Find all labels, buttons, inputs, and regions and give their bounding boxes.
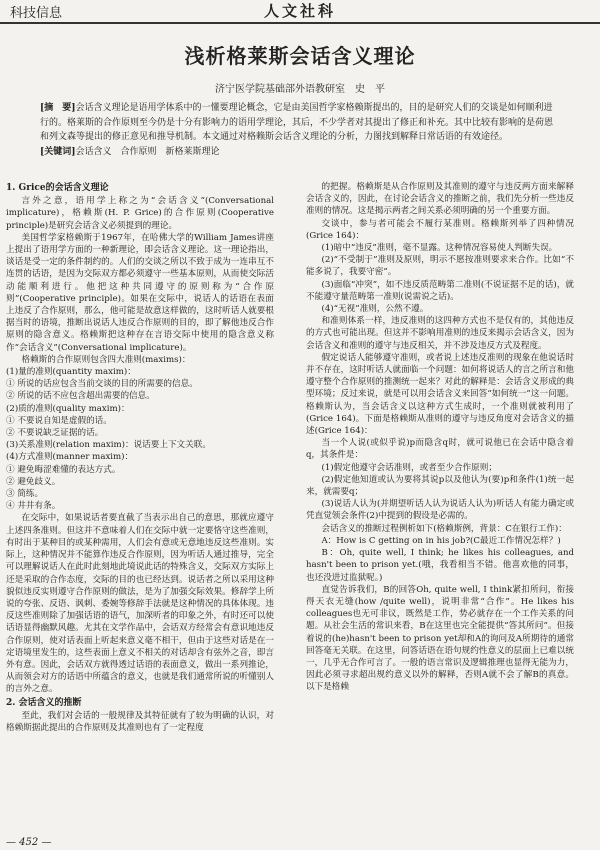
paragraph: 交谈中，参与者可能会不履行某准则。格赖斯列举了四种情况(Grice 164)： [306, 218, 574, 241]
page-header [0, 0, 600, 24]
paragraph: (1)暗中“违反”准则，毫不显露。这种情况容易使人判断失误。 [321, 243, 558, 254]
paragraph: 假定说话人能够遵守准则，或者说上述违反准则的现象在他说话时并不存在，这时听话人就面临一个问题：如何将说话人的言之所言和他遵守整个合作原则的推测统一起来？对此的解释是：会话含义形成的典型环境；反过来说，就是可以用会话含义来回答“如何统一”这一问题。格赖斯认为，当会话含义以这种方式生成时，一个准则就被利用了(Grice 164)。下面是格赖斯从准则的遵守与违反角度对会话含义的描述(Grice 164)： [306, 352, 574, 437]
list-item: ② 避免歧义。 [6, 476, 61, 487]
article-title: 浅析格莱斯会话含义理论 [184, 44, 416, 68]
paragraph: 会话含义的推断过程例析如下(格赖斯例，背景：C在银行工作)： [321, 523, 567, 534]
list-item: ② 所说的话不应包含超出需要的信息。 [6, 391, 155, 402]
section-heading: 1. Grice的会话含义理论 [6, 183, 109, 193]
list-item: ④ 井井有条。 [6, 501, 61, 512]
paragraph: (3)说话人认为(并期望听话人认为说话人认为)听话人有能力确定或凭直觉领会条件(2)中提到的假设是必需的。 [306, 499, 574, 522]
section-heading: 2. 会话含义的推断 [6, 697, 82, 708]
keywords-label: [关键词] [40, 146, 76, 157]
paragraph: (2)“不受制于”准则及原则，明示不愿按准则要求来合作。比如“不能多说了，我要守密”。 [306, 255, 574, 278]
paragraph: (4)“无视”准则，公然不遵。 [321, 304, 429, 315]
section-name: 人文社科 [263, 2, 336, 20]
list-item: ③ 简练。 [6, 489, 44, 500]
right-column [306, 181, 574, 694]
abstract-text: 会话含义理论是语用学体系中的一懂要理论概念，它是由美国哲学家格赖斯提出的，目的是研究人们的交谈是如何顺利进行的。格莱斯的合作原则至今仍是十分有影响力的语用学理论，其后，不少学者对其提出了修正和补充。其中比较有影响的是荷恩和列文森等提出的修正意见和推导机制。本文通过对格赖斯会话含义理论的分析，力图找到解释日常话语的有效途径。 [40, 103, 554, 142]
author-line: 济宁医学院基础部外语教研室 史 平 [215, 84, 385, 95]
list-item: ① 所说的话应包含当前交谈的目的所需要的信息。 [6, 379, 198, 390]
list-item: (4)方式准则(manner maxim)： [6, 452, 134, 463]
list-item: ① 避免晦涩难懂的表达方式。 [6, 464, 121, 475]
paragraph: 美国哲学家格赖斯于1967年，在哈佛大学的William James讲座上提出了语用学方面的一种新理论，即会话含义理论。这一理论指出，谈话是受一定的条件制约的。人们的交谈之所以不致于成为一连串互不连贯的话语，是因为交际双方都必须遵守一些基本原则，从而使交际活动能顺利进行。他把这种共同遵守的原则称为“合作原则”(Cooperative principle)。如果在交际中，说话人的话语在表面上违反了合作原则，那么，他可能是故意这样做的，这时听话人就要根据当时的语境，推断出说话人违反合作原则的目的，即了解他违反合作原则的隐含意义。格赖斯把这种存在言语交际中使用的隐含意义称作“会话含义”(Conversational implicature)。 [6, 232, 274, 353]
list-item: ① 不要说自知是虚假的话。 [6, 415, 112, 426]
paragraph: 的把握。格赖斯是从合作原则及其准则的遵守与违反两方面来解释会话含义的，因此，在讨论会话含义的推断之前，我们先分析一些违反准则的情况。这是揭示两者之间关系必须明确的另一个重要方面。 [306, 182, 574, 217]
paragraph: (2)假定他知道或认为要将其说p以及他认为(要)p和条件(1)统一起来，就需要q； [306, 474, 574, 498]
keywords [40, 145, 560, 160]
paragraph: 和准则体系一样，违反准则的这四种方式也不是仅有的，其他违反的方式也可能出现。但这并不影响用准则的违反来揭示会话含义，因为会话含义和准则的遵守与违反相关，并不涉及违反方式及程度。 [306, 316, 574, 351]
list-item: (1)量的准则(quantity maxim)： [6, 367, 136, 378]
paragraph: (3)面临“冲突”，如不违反质范畴第二准则(不说证据不足的话)，就不能遵守量范畴第一准则(说需说之话)。 [306, 279, 574, 302]
paragraph: 当一个人说(或似乎说)p而隐含q时，就可说他已在会话中隐含着q，其条件是： [306, 438, 574, 461]
paragraph: A：How is C getting on in his job?(C最近工作情况怎样？) [321, 535, 561, 546]
abstract-label: [摘 要] [40, 103, 76, 113]
journal-name: 科技信息 [10, 6, 63, 21]
paragraph: (1)假定他遵守会话准则，或者至少合作原则； [321, 462, 497, 473]
keywords-text: 会话含义 合作原则 新格莱斯理论 [75, 146, 220, 157]
paragraph: 至此，我们对会话的一般规律及其特征就有了较为明确的认识，对格赖斯据此提出的合作原则及其准则也有了一定程度 [6, 710, 274, 733]
page-number: — 452 — [6, 837, 52, 848]
left-column [6, 181, 274, 734]
abstract [40, 101, 560, 145]
paragraph: 直觉告诉我们，B的回答Oh, quite well, I think紧扣所问，衔接得天衣无缝(how /quite well)，说明非常“合作”。He likes his colleagues也无可非议，既然是工作，势必就存在一个工作关系的问题。从社会生活的常识来看，B在这里也完全能提供“答其所问”。但接着说的(he)hasn't been to prison yet却和A的询问及A所期待的通常回答毫无关联。在这里，问答话语在语句规约性意义的层面上已难以统一，几乎无合作可言了。一般的语言常识及逻辑推理也显得无能为力，因此必须寻求超出规约意义以外的解释，否则A就不会了解B的真意。以下是格赖 [306, 584, 574, 693]
paragraph: B：Oh, quite well, I think; he likes his colleagues, and hasn't been to prison yet.(哦，我看相当不错。他喜欢他的同事，也还没进过监狱呢。) [306, 548, 574, 583]
abstract-block [40, 101, 560, 159]
list-item: (3)关系准则(relation maxim)：说话要上下文关联。 [6, 440, 211, 451]
paragraph: 格赖斯的合作原则包含四大准则(maxims)： [21, 354, 191, 365]
list-item: ② 不要说缺乏证据的话。 [6, 428, 104, 439]
paragraph: 言外之意，语用学上称之为“会话含义”(Conversational implicature)，格赖斯(H. P. Grice)的合作原则(Cooperative principle)是研究会话含义必须提到的理论。 [6, 196, 274, 231]
list-item: (2)质的准则(quality maxim)： [6, 403, 130, 414]
paragraph: 在交际中，如果说话者要直截了当表示出自己的意思，那就应遵守上述四条准则。但这并不意味着人们在交际中就一定要恪守这些准则，有时出于某种目的或某种需用，人们会有意或无意地违反这些准则。实际上，这种情况并不能算作违反合作原则，因为听话人通过推导，完全可以理解说话人在此时此刻地此境说此话的特殊含义，交际双方实际上还是采取的合作态度，交际的目的也已经达到。说话者之所以采用这种貌似违反实则遵守合作原则的做法，是为了加强交际效果。修辞学上所说的夸张、反语、讽刺、委婉等修辞手法就是这种情况的具体体现。违反这些准则除了加强话语的语气，加深听者的印象之外，有时还可以使话语显得幽默风趣。尤其在文学作品中，会话双方经常会有意识地违反合作原则，使对话表面上听起来意义毫不相干，但由于这些对话是在一定语境里发生的，这些表面上意义不相关的对话却含有弦外之音，即言外有意。因此，会话双方就得透过话语的表面意义，做出一系列推论，从而领会对方的话语中所蕴含的意义，也就是我们通常所说的听懂别人的言外之意。 [6, 513, 274, 695]
